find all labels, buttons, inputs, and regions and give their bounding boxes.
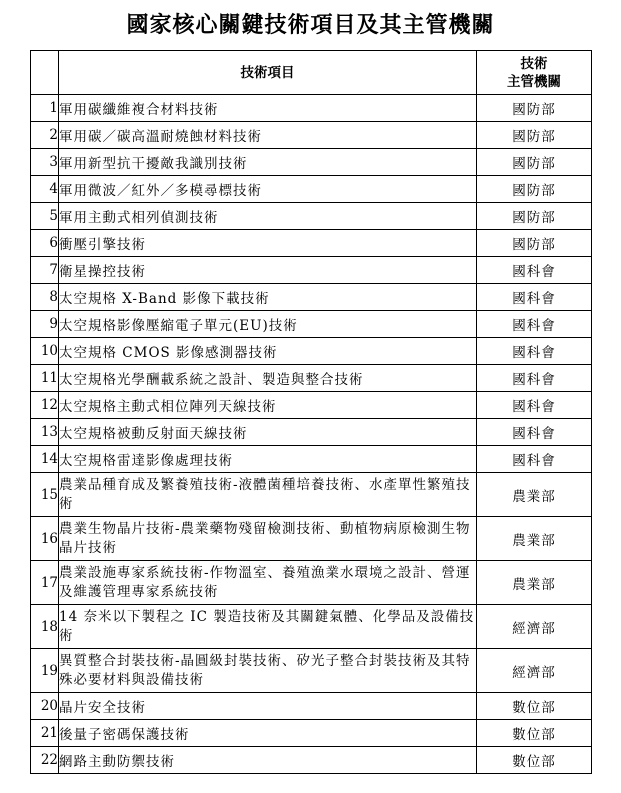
table-row xyxy=(31,517,592,561)
row-number: 4 xyxy=(31,176,59,203)
row-item: 太空規格雷達影像處理技術 xyxy=(59,446,477,473)
table-row xyxy=(31,473,592,517)
table-row xyxy=(31,203,592,230)
row-number: 2 xyxy=(31,122,59,149)
row-item: 異質整合封裝技術-晶圓級封裝技術、矽光子整合封裝技術及其特殊必要材料與設備技術 xyxy=(59,649,477,693)
table-row xyxy=(31,649,592,693)
row-agency: 國科會 xyxy=(477,392,592,419)
row-agency: 國防部 xyxy=(477,203,592,230)
row-number: 10 xyxy=(31,338,59,365)
table-row xyxy=(31,149,592,176)
row-item: 晶片安全技術 xyxy=(59,693,477,720)
table-row xyxy=(31,747,592,774)
header-agency-line1: 技術 xyxy=(520,55,548,72)
row-item: 太空規格被動反射面天線技術 xyxy=(59,419,477,446)
row-agency: 國防部 xyxy=(477,176,592,203)
row-agency: 國防部 xyxy=(477,95,592,122)
row-number: 7 xyxy=(31,257,59,284)
table-row xyxy=(31,693,592,720)
row-agency: 經濟部 xyxy=(477,649,592,693)
table-row xyxy=(31,176,592,203)
row-number: 15 xyxy=(31,473,59,517)
row-agency: 農業部 xyxy=(477,473,592,517)
row-agency: 數位部 xyxy=(477,720,592,747)
row-agency: 國科會 xyxy=(477,338,592,365)
row-agency: 國防部 xyxy=(477,149,592,176)
row-item: 農業設施專家系統技術-作物溫室、養殖漁業水環境之設計、營運及維護管理專家系統技術 xyxy=(59,561,477,605)
row-number: 19 xyxy=(31,649,59,693)
row-number: 9 xyxy=(31,311,59,338)
header-agency xyxy=(477,51,592,95)
row-agency: 國防部 xyxy=(477,122,592,149)
table-row xyxy=(31,365,592,392)
table-row xyxy=(31,230,592,257)
row-agency: 國科會 xyxy=(477,257,592,284)
row-agency: 國科會 xyxy=(477,311,592,338)
row-agency: 國防部 xyxy=(477,230,592,257)
row-agency: 國科會 xyxy=(477,284,592,311)
row-agency: 國科會 xyxy=(477,419,592,446)
row-agency: 農業部 xyxy=(477,561,592,605)
row-number: 1 xyxy=(31,95,59,122)
row-number: 11 xyxy=(31,365,59,392)
row-number: 6 xyxy=(31,230,59,257)
row-number: 21 xyxy=(31,720,59,747)
table-row xyxy=(31,561,592,605)
row-item: 太空規格 X-Band 影像下載技術 xyxy=(59,284,477,311)
row-agency: 數位部 xyxy=(477,693,592,720)
row-agency: 國科會 xyxy=(477,365,592,392)
row-number: 22 xyxy=(31,747,59,774)
row-agency: 農業部 xyxy=(477,517,592,561)
row-item: 太空規格影像壓縮電子單元(EU)技術 xyxy=(59,311,477,338)
row-number: 16 xyxy=(31,517,59,561)
table-row xyxy=(31,446,592,473)
table-row xyxy=(31,122,592,149)
document-title: 國家核心關鍵技術項目及其主管機關 xyxy=(126,13,495,38)
row-number: 18 xyxy=(31,605,59,649)
row-number: 8 xyxy=(31,284,59,311)
table-row xyxy=(31,720,592,747)
row-number: 14 xyxy=(31,446,59,473)
row-item: 後量子密碼保護技術 xyxy=(59,720,477,747)
row-number: 5 xyxy=(31,203,59,230)
table-row xyxy=(31,419,592,446)
row-item: 衛星操控技術 xyxy=(59,257,477,284)
row-number: 12 xyxy=(31,392,59,419)
row-item: 衝壓引擎技術 xyxy=(59,230,477,257)
header-agency-line2: 主管機關 xyxy=(507,73,561,90)
row-item: 軍用新型抗干擾敵我識別技術 xyxy=(59,149,477,176)
table-row xyxy=(31,392,592,419)
row-number: 17 xyxy=(31,561,59,605)
table-row xyxy=(31,605,592,649)
table-row xyxy=(31,284,592,311)
row-item: 14 奈米以下製程之 IC 製造技術及其關鍵氣體、化學品及設備技術 xyxy=(59,605,477,649)
row-item: 軍用碳／碳高溫耐燒蝕材料技術 xyxy=(59,122,477,149)
header-item: 技術項目 xyxy=(59,51,477,95)
table-row xyxy=(31,257,592,284)
technology-table xyxy=(30,50,592,774)
row-item: 太空規格光學酬載系統之設計、製造與整合技術 xyxy=(59,365,477,392)
row-item: 農業品種育成及繁養殖技術-液體菌種培養技術、水產單性繁殖技術 xyxy=(59,473,477,517)
row-agency: 經濟部 xyxy=(477,605,592,649)
row-item: 軍用微波／紅外／多模尋標技術 xyxy=(59,176,477,203)
row-agency: 數位部 xyxy=(477,747,592,774)
row-item: 太空規格 CMOS 影像感測器技術 xyxy=(59,338,477,365)
table-header-row xyxy=(31,51,592,95)
row-number: 13 xyxy=(31,419,59,446)
row-item: 農業生物晶片技術-農業藥物殘留檢測技術、動植物病原檢測生物晶片技術 xyxy=(59,517,477,561)
row-item: 軍用碳纖維複合材料技術 xyxy=(59,95,477,122)
row-item: 軍用主動式相列偵測技術 xyxy=(59,203,477,230)
table-row xyxy=(31,338,592,365)
header-number-cell xyxy=(31,51,59,95)
table-row xyxy=(31,311,592,338)
row-item: 網路主動防禦技術 xyxy=(59,747,477,774)
row-number: 20 xyxy=(31,693,59,720)
row-agency: 國科會 xyxy=(477,446,592,473)
table-row xyxy=(31,95,592,122)
row-item: 太空規格主動式相位陣列天線技術 xyxy=(59,392,477,419)
row-number: 3 xyxy=(31,149,59,176)
